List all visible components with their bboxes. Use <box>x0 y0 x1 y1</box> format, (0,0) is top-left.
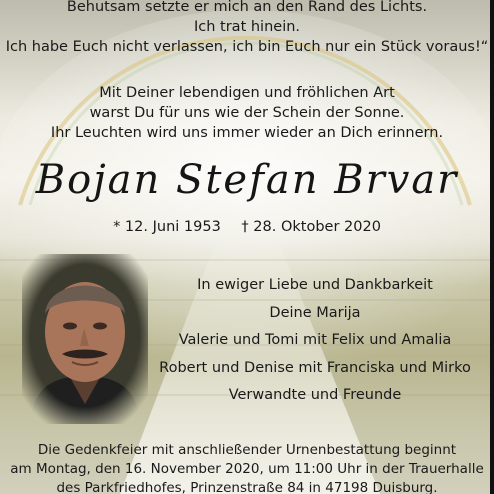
birth-date: * 12. Juni 1953 <box>113 219 221 235</box>
mourner-line: In ewiger Liebe und Dankbarkeit <box>197 277 433 293</box>
mourners-block <box>150 272 480 410</box>
deceased-name: Bojan Stefan Brvar <box>35 157 459 203</box>
ceremony-line: des Parkfriedhofes, Prinzenstraße 84 in 47198 Duisburg. <box>56 480 438 494</box>
tribute-line: Mit Deiner lebendigen und fröhlichen Art <box>99 85 395 101</box>
mourner-line: Deine Marija <box>269 304 361 321</box>
ceremony-details <box>0 441 494 494</box>
tribute-line: Ihr Leuchten wird uns immer wieder an Dich erinnern. <box>50 125 444 141</box>
quote-line: Ich trat hinein. <box>193 19 301 35</box>
mourner-line: Robert und Denise mit Franciska und Mirko <box>159 359 471 376</box>
mourner-line: Valerie und Tomi mit Felix und Amalia <box>178 332 452 348</box>
tribute-block <box>0 83 494 143</box>
quote-block <box>0 0 494 57</box>
tribute-line: warst Du für uns wie der Schein der Sonne. <box>89 105 405 121</box>
portrait-photo <box>22 254 148 424</box>
ceremony-line: Die Gedenkfeier mit anschließender Urnenbestattung beginnt <box>37 442 457 458</box>
death-date: † 28. Oktober 2020 <box>241 219 381 235</box>
mourner-line: Verwandte und Freunde <box>228 387 402 403</box>
quote-line: Ich habe Euch nicht verlassen, ich bin Euch nur ein Stück voraus!“ <box>5 39 489 55</box>
life-dates <box>0 217 494 237</box>
ceremony-line: am Montag, den 16. November 2020, um 11:00 Uhr in der Trauerhalle <box>10 461 484 477</box>
right-border <box>490 0 494 494</box>
quote-line: Behutsam setzte er mich an den Rand des Lichts. <box>66 0 428 15</box>
